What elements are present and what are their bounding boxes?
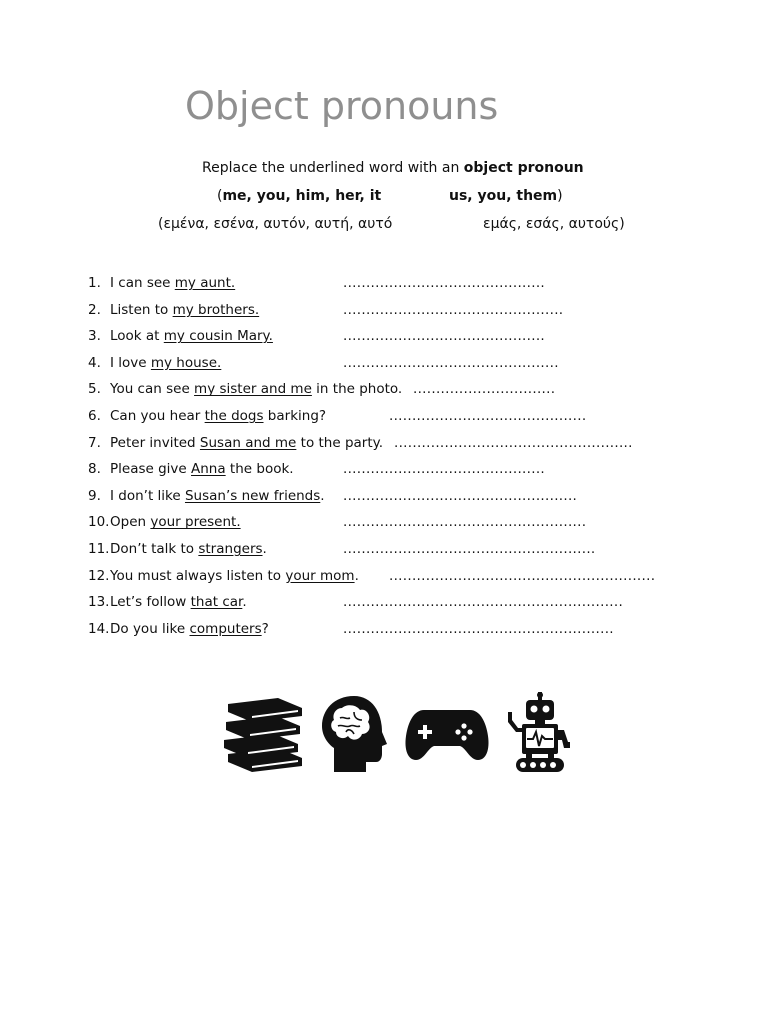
- underlined-word: my aunt.: [174, 275, 236, 291]
- item-sentence: Don’t talk to strangers.: [110, 540, 267, 557]
- paren-open: (: [217, 188, 223, 204]
- exercise-item: [88, 512, 708, 539]
- item-sentence: You can see my sister and me in the photo.: [110, 381, 403, 398]
- answer-blank: ...............................: [413, 381, 556, 398]
- underlined-word: strangers: [198, 540, 263, 557]
- item-sentence: I love my house.: [110, 354, 222, 371]
- item-number: 12.: [88, 567, 110, 584]
- item-number: 14.: [88, 620, 110, 637]
- exercise-item: [88, 486, 708, 513]
- answer-blank: ...................................................: [343, 487, 578, 504]
- brain-head-icon: [320, 694, 388, 772]
- underlined-word: my sister and me: [194, 381, 312, 398]
- item-sentence: Open your present.: [110, 514, 241, 531]
- answer-blank: .............................................................: [343, 594, 624, 611]
- item-sentence: Listen to my brothers.: [110, 301, 260, 318]
- gamepad-icon: [404, 706, 490, 762]
- icon-strip: [218, 692, 578, 776]
- item-number: 10.: [88, 514, 110, 531]
- exercise-item: [88, 273, 708, 300]
- item-number: 11.: [88, 540, 110, 557]
- item-number: 2.: [88, 301, 101, 318]
- robot-icon: [506, 692, 572, 772]
- instruction: [202, 160, 768, 176]
- greek-plural: εμάς, εσάς, αυτούς): [483, 216, 625, 232]
- underlined-word: Susan’s new friends: [184, 487, 321, 504]
- underlined-word: your mom: [285, 567, 355, 584]
- exercise-item: [88, 459, 708, 486]
- answer-blank: .....................................................: [343, 514, 587, 531]
- exercise-list: [88, 273, 708, 645]
- item-sentence: Peter invited Susan and me to the party.: [110, 434, 383, 451]
- item-number: 13.: [88, 594, 110, 611]
- item-sentence: I can see my aunt.: [110, 275, 236, 291]
- underlined-word: my brothers.: [172, 301, 260, 318]
- item-number: 1.: [88, 275, 101, 291]
- underlined-word: your present.: [150, 514, 241, 531]
- underlined-word: Anna: [191, 461, 226, 478]
- exercise-item: [88, 619, 708, 646]
- instruction-text: Replace the underlined word with an: [202, 160, 464, 176]
- underlined-word: the dogs: [204, 407, 264, 424]
- answer-blank: ............................................: [343, 328, 546, 345]
- answer-blank: ...............................................: [343, 354, 559, 371]
- item-sentence: You must always listen to your mom.: [110, 567, 359, 584]
- exercise-item: [88, 566, 708, 593]
- books-icon: [218, 696, 304, 772]
- item-number: 4.: [88, 354, 101, 371]
- page-title: Object pronouns: [185, 84, 499, 128]
- exercise-item: [88, 433, 708, 460]
- underlined-word: computers: [189, 620, 262, 637]
- answer-blank: .......................................................: [343, 540, 596, 557]
- underlined-word: Susan and me: [199, 434, 297, 451]
- item-number: 9.: [88, 487, 101, 504]
- answer-blank: ..........................................................: [389, 567, 656, 584]
- exercise-item: [88, 592, 708, 619]
- underlined-word: my house.: [150, 354, 222, 371]
- pronouns-singular: me, you, him, her, it: [222, 188, 382, 204]
- answer-blank: ................................................: [343, 301, 564, 318]
- item-sentence: Look at my cousin Mary.: [110, 328, 273, 345]
- item-number: 3.: [88, 328, 101, 345]
- exercise-item: [88, 406, 708, 433]
- item-number: 5.: [88, 381, 101, 398]
- instruction-bold: object pronoun: [463, 160, 584, 176]
- pronoun-plural-row: [449, 188, 563, 204]
- item-number: 6.: [88, 407, 101, 424]
- answer-blank: ...........................................................: [343, 620, 614, 637]
- underlined-word: my cousin Mary.: [163, 328, 273, 345]
- item-number: 7.: [88, 434, 101, 451]
- answer-blank: ............................................: [343, 275, 546, 291]
- item-sentence: Please give Anna the book.: [110, 461, 294, 478]
- pronouns-plural: us, you, them: [449, 188, 558, 204]
- item-sentence: I don’t like Susan’s new friends.: [110, 487, 325, 504]
- item-number: 8.: [88, 461, 101, 478]
- exercise-item: [88, 300, 708, 327]
- item-sentence: Do you like computers?: [110, 620, 269, 637]
- exercise-item: [88, 353, 708, 380]
- underlined-word: that car: [190, 594, 243, 611]
- item-sentence: Let’s follow that car.: [110, 594, 247, 611]
- answer-blank: ............................................: [343, 461, 546, 478]
- exercise-item: [88, 326, 708, 353]
- answer-blank: ....................................................: [394, 434, 633, 451]
- pronoun-singular-row: [217, 188, 381, 204]
- greek-singular: (εμένα, εσένα, αυτόν, αυτή, αυτό: [158, 216, 393, 232]
- paren-close: ): [557, 188, 563, 204]
- item-sentence: Can you hear the dogs barking?: [110, 407, 327, 424]
- answer-blank: ...........................................: [389, 407, 587, 424]
- exercise-item: [88, 539, 708, 566]
- exercise-item: [88, 379, 708, 406]
